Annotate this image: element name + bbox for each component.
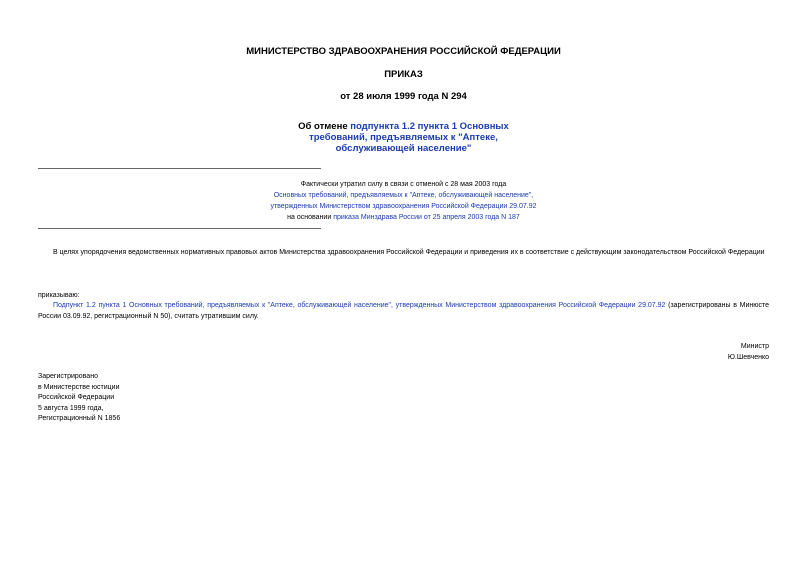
registration-line-5: Регистрационный N 1856 — [38, 415, 121, 422]
order-word: приказываю: — [38, 292, 80, 299]
title-prefix: Об отмене — [298, 121, 351, 132]
ministry-heading: МИНИСТЕРСТВО ЗДРАВООХРАНЕНИЯ РОССИЙСКОЙ ФЕДЕРАЦИИ — [246, 46, 561, 57]
registration-line-4: 5 августа 1999 года, — [38, 404, 104, 412]
registration-line-1: Зарегистрировано — [38, 373, 98, 380]
signature-block — [600, 341, 769, 363]
status-note-link-order[interactable]: приказа Минздрава России от 25 апреля 2003 года N 187 — [333, 214, 520, 221]
title-link-2[interactable]: требований, предъявляемых к "Аптеке, — [309, 132, 498, 143]
bottom-divider — [38, 228, 321, 229]
registration-block — [38, 372, 120, 425]
status-note-link-requirements[interactable]: Основных требований, предъявляемых к "Аптеке, обслуживающей население", — [273, 192, 534, 199]
status-note-line-4 — [0, 212, 807, 223]
order-link-subpoint[interactable]: Подпункт 1.2 пункта 1 Основных требований, предъявляемых к "Аптеке, обслуживающей население", утвержденных Министерством здравоохранения Российской Федерации 29.07.92 — [53, 302, 666, 309]
registration-line-2: в Министерстве юстиции — [38, 383, 120, 391]
registration-line-3: Российской Федерации — [38, 394, 115, 401]
signature-name: Ю.Шевченко — [727, 354, 769, 361]
status-note — [0, 179, 807, 223]
order-paragraph — [38, 301, 769, 322]
signature-position: Министр — [740, 343, 769, 350]
title-link-3[interactable]: обслуживающей население" — [335, 143, 472, 154]
title-line-1 — [0, 121, 807, 132]
document-title — [0, 121, 807, 154]
top-divider — [38, 168, 321, 169]
preamble-paragraph: В целях упорядочения ведомственных нормативных правовых актов Министерства здравоохранения Российской Федерации и приведения их в соответствие с действующим законодательством Российской Федерации — [53, 249, 765, 256]
status-note-basis: на основании — [287, 214, 334, 221]
status-note-link-approved[interactable]: утвержденных Министерством здравоохранения Российской Федерации 29.07.92 — [270, 203, 537, 210]
title-link-1[interactable]: подпункта 1.2 пункта 1 Основных — [350, 121, 509, 132]
doc-type-heading: ПРИКАЗ — [384, 69, 423, 80]
date-number-heading: от 28 июля 1999 года N 294 — [340, 91, 467, 102]
order-paragraph-rest: (зарегистрированы в Минюсте России 03.09.92, регистрационный N 50), считать утратившим силу. — [38, 302, 769, 320]
status-note-line-1: Фактически утратил силу в связи с отменой с 28 мая 2003 года — [300, 181, 507, 188]
